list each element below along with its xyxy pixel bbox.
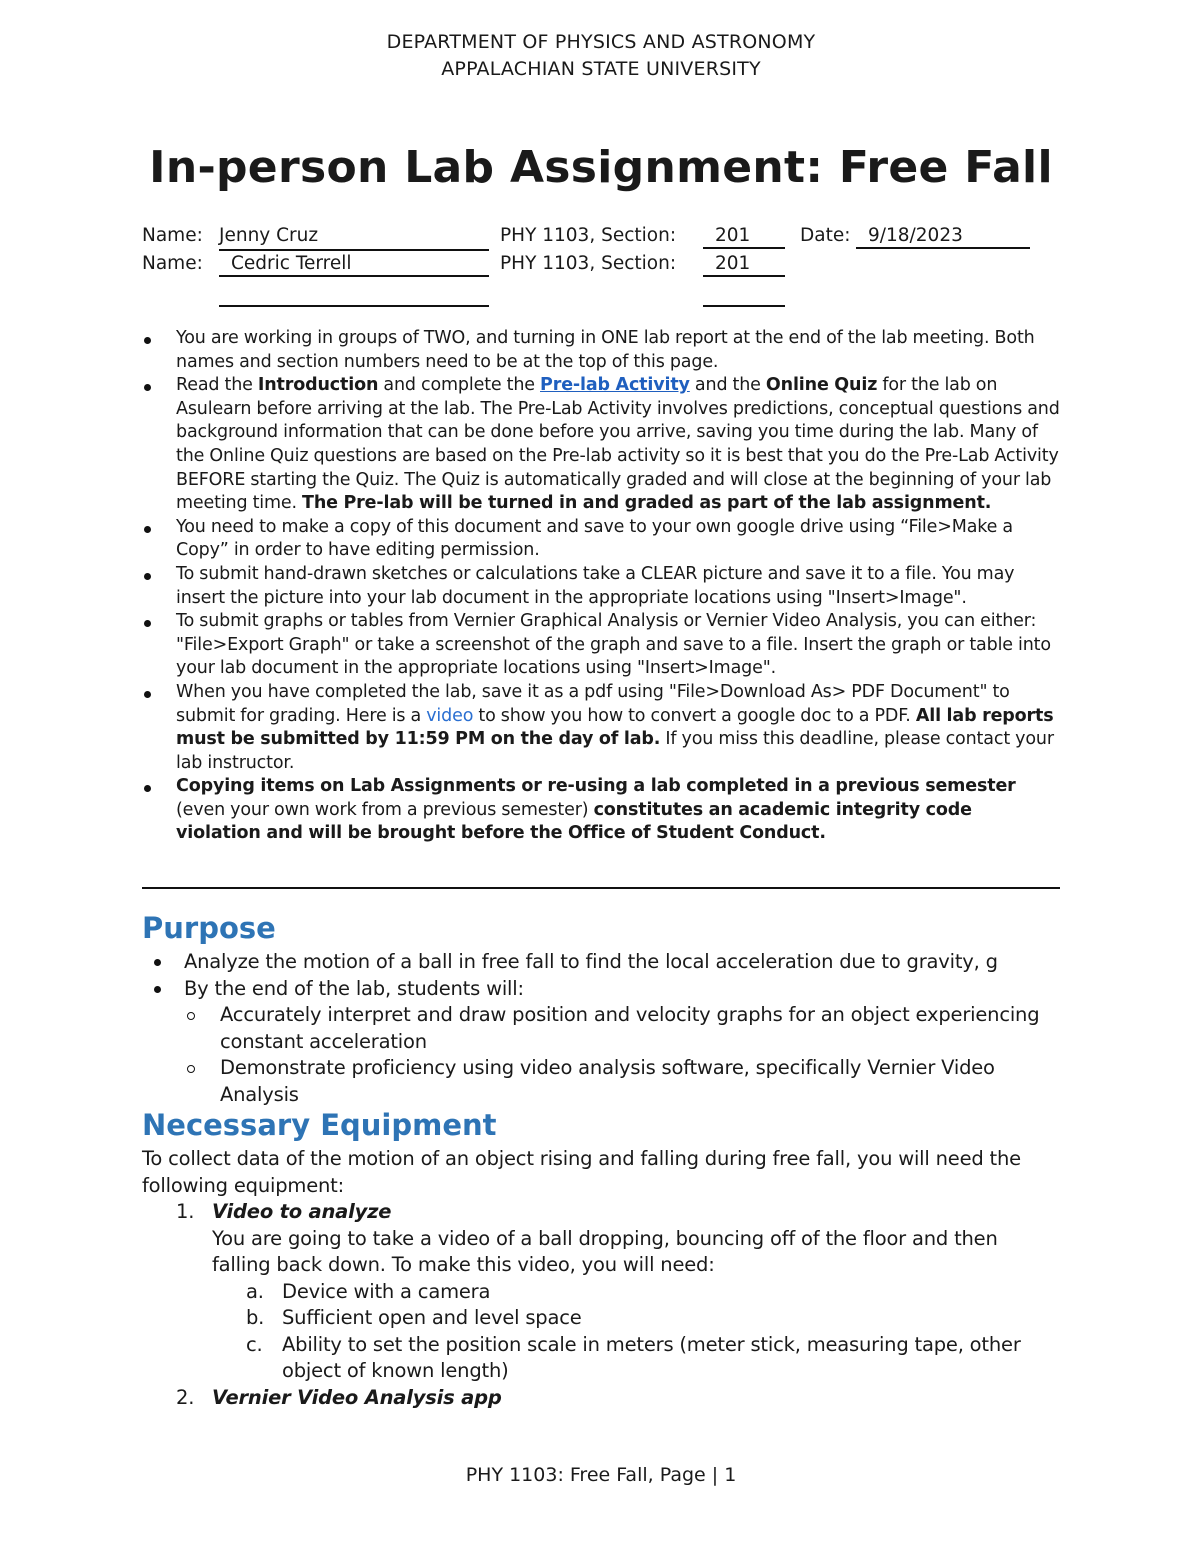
prelab-activity-link[interactable]: Pre-lab Activity	[540, 375, 690, 396]
list-item: Accurately interpret and draw position and velocity graphs for an object experiencing constant acceleration	[184, 1002, 1060, 1055]
student3-name-field[interactable]	[219, 281, 489, 307]
section-label-2: PHY 1103, Section:	[500, 253, 677, 274]
student2-section-field[interactable]: 201	[703, 253, 785, 277]
date-field[interactable]: 9/18/2023	[856, 225, 1030, 249]
list-item: By the end of the lab, students will: Accurately interpret and draw position and velocity graphs for an object experiencing constant acceleration Demonstrate proficiency using video analysis software, specifically Vernier Video Analysis	[142, 976, 1060, 1109]
page-footer: PHY 1103: Free Fall, Page | 1	[465, 1464, 737, 1486]
video-link[interactable]: video	[426, 705, 474, 726]
list-item: 2. Vernier Video Analysis app	[176, 1385, 502, 1409]
university-header: APPALACHIAN STATE UNIVERSITY	[441, 58, 761, 80]
name-row-3	[142, 281, 1060, 307]
list-item: When you have completed the lab, save it as a pdf using "File>Download As> PDF Document" to submit for grading. Here is a video to show you how to convert a google doc to a PDF. All lab reports must be submitted by 11:59 PM on the day of lab. If you miss this deadline, please contact your lab instructor.	[142, 681, 1060, 775]
student3-section-field[interactable]	[703, 281, 785, 307]
purpose-list	[142, 949, 1060, 1108]
student1-section-field[interactable]: 201	[703, 225, 785, 249]
equipment-sublist	[212, 1279, 1060, 1385]
list-item: To submit graphs or tables from Vernier Graphical Analysis or Vernier Video Analysis, you can either: "File>Export Graph" or take a screenshot of the graph and save to a file. Insert the graph or table into your lab document in the appropriate locations using "Insert>Image".	[142, 610, 1060, 681]
instructions-list	[142, 327, 1060, 846]
list-item: Demonstrate proficiency using video analysis software, specifically Vernier Video Analysis	[184, 1055, 1060, 1108]
page-title: In-person Lab Assignment: Free Fall	[149, 142, 1053, 193]
name-label-1: Name:	[142, 225, 203, 246]
list-item: 1. Video to analyze You are going to take a video of a ball dropping, bouncing off of the floor and then falling back down. To make this video, you will need: a. Device with a camera b. Sufficient open and level space c. Ability to set the position scale in meters (meter stick, measuring tape, other object of known length)	[142, 1199, 1060, 1385]
purpose-sublist	[184, 1002, 1060, 1108]
list-item: a. Device with a camera	[246, 1279, 491, 1303]
list-item: To submit hand-drawn sketches or calculations take a CLEAR picture and save it to a file. You may insert the picture into your lab document in the appropriate locations using "Insert>Image".	[142, 563, 1060, 610]
list-item: You need to make a copy of this document and save to your own google drive using “File>Make a Copy” in order to have editing permission.	[142, 516, 1060, 563]
list-item: Copying items on Lab Assignments or re-using a lab completed in a previous semester (even your own work from a previous semester) constitutes an academic integrity code violation and will be brought before the Office of Student Conduct.	[142, 775, 1060, 846]
list-item: Analyze the motion of a ball in free fall to find the local acceleration due to gravity, g	[142, 949, 1060, 976]
list-item: b. Sufficient open and level space	[246, 1306, 582, 1329]
student1-name-field[interactable]: Jenny Cruz	[219, 225, 489, 251]
date-label: Date:	[800, 225, 851, 246]
list-item: Read the Introduction and complete the Pre-lab Activity and the Online Quiz for the lab on Asulearn before arriving at the lab. The Pre-Lab Activity involves predictions, conceptual questions and background information that can be done before you arrive, saving you time during the lab. Many of the Online Quiz questions are based on the Pre-lab activity so it is best that you do the Pre-Lab Activity BEFORE starting the Quiz. The Quiz is automatically graded and will close at the beginning of your lab meeting time. The Pre-lab will be turned in and graded as part of the lab assignment.	[142, 374, 1060, 516]
list-item: c. Ability to set the position scale in meters (meter stick, measuring tape, other object of known length)	[246, 1332, 1021, 1382]
section-label-1: PHY 1103, Section:	[500, 225, 677, 246]
equipment-item-title: Vernier Video Analysis app	[212, 1385, 502, 1409]
name-row-2	[142, 253, 1060, 279]
department-header: DEPARTMENT OF PHYSICS AND ASTRONOMY	[386, 31, 816, 53]
name-row-1	[142, 225, 1060, 251]
student2-name-field[interactable]: Cedric Terrell	[219, 253, 489, 277]
list-item: You are working in groups of TWO, and turning in ONE lab report at the end of the lab meeting. Both names and section numbers need to be at the top of this page.	[142, 327, 1060, 374]
name-label-2: Name:	[142, 253, 203, 274]
equipment-intro: To collect data of the motion of an object rising and falling during free fall, you will need the following equipment:	[142, 1147, 1021, 1197]
equipment-heading: Necessary Equipment	[142, 1108, 497, 1142]
section-divider	[142, 887, 1060, 889]
purpose-heading: Purpose	[142, 911, 276, 945]
equipment-list	[142, 1199, 1060, 1411]
equipment-item-title: Video to analyze	[212, 1200, 392, 1223]
